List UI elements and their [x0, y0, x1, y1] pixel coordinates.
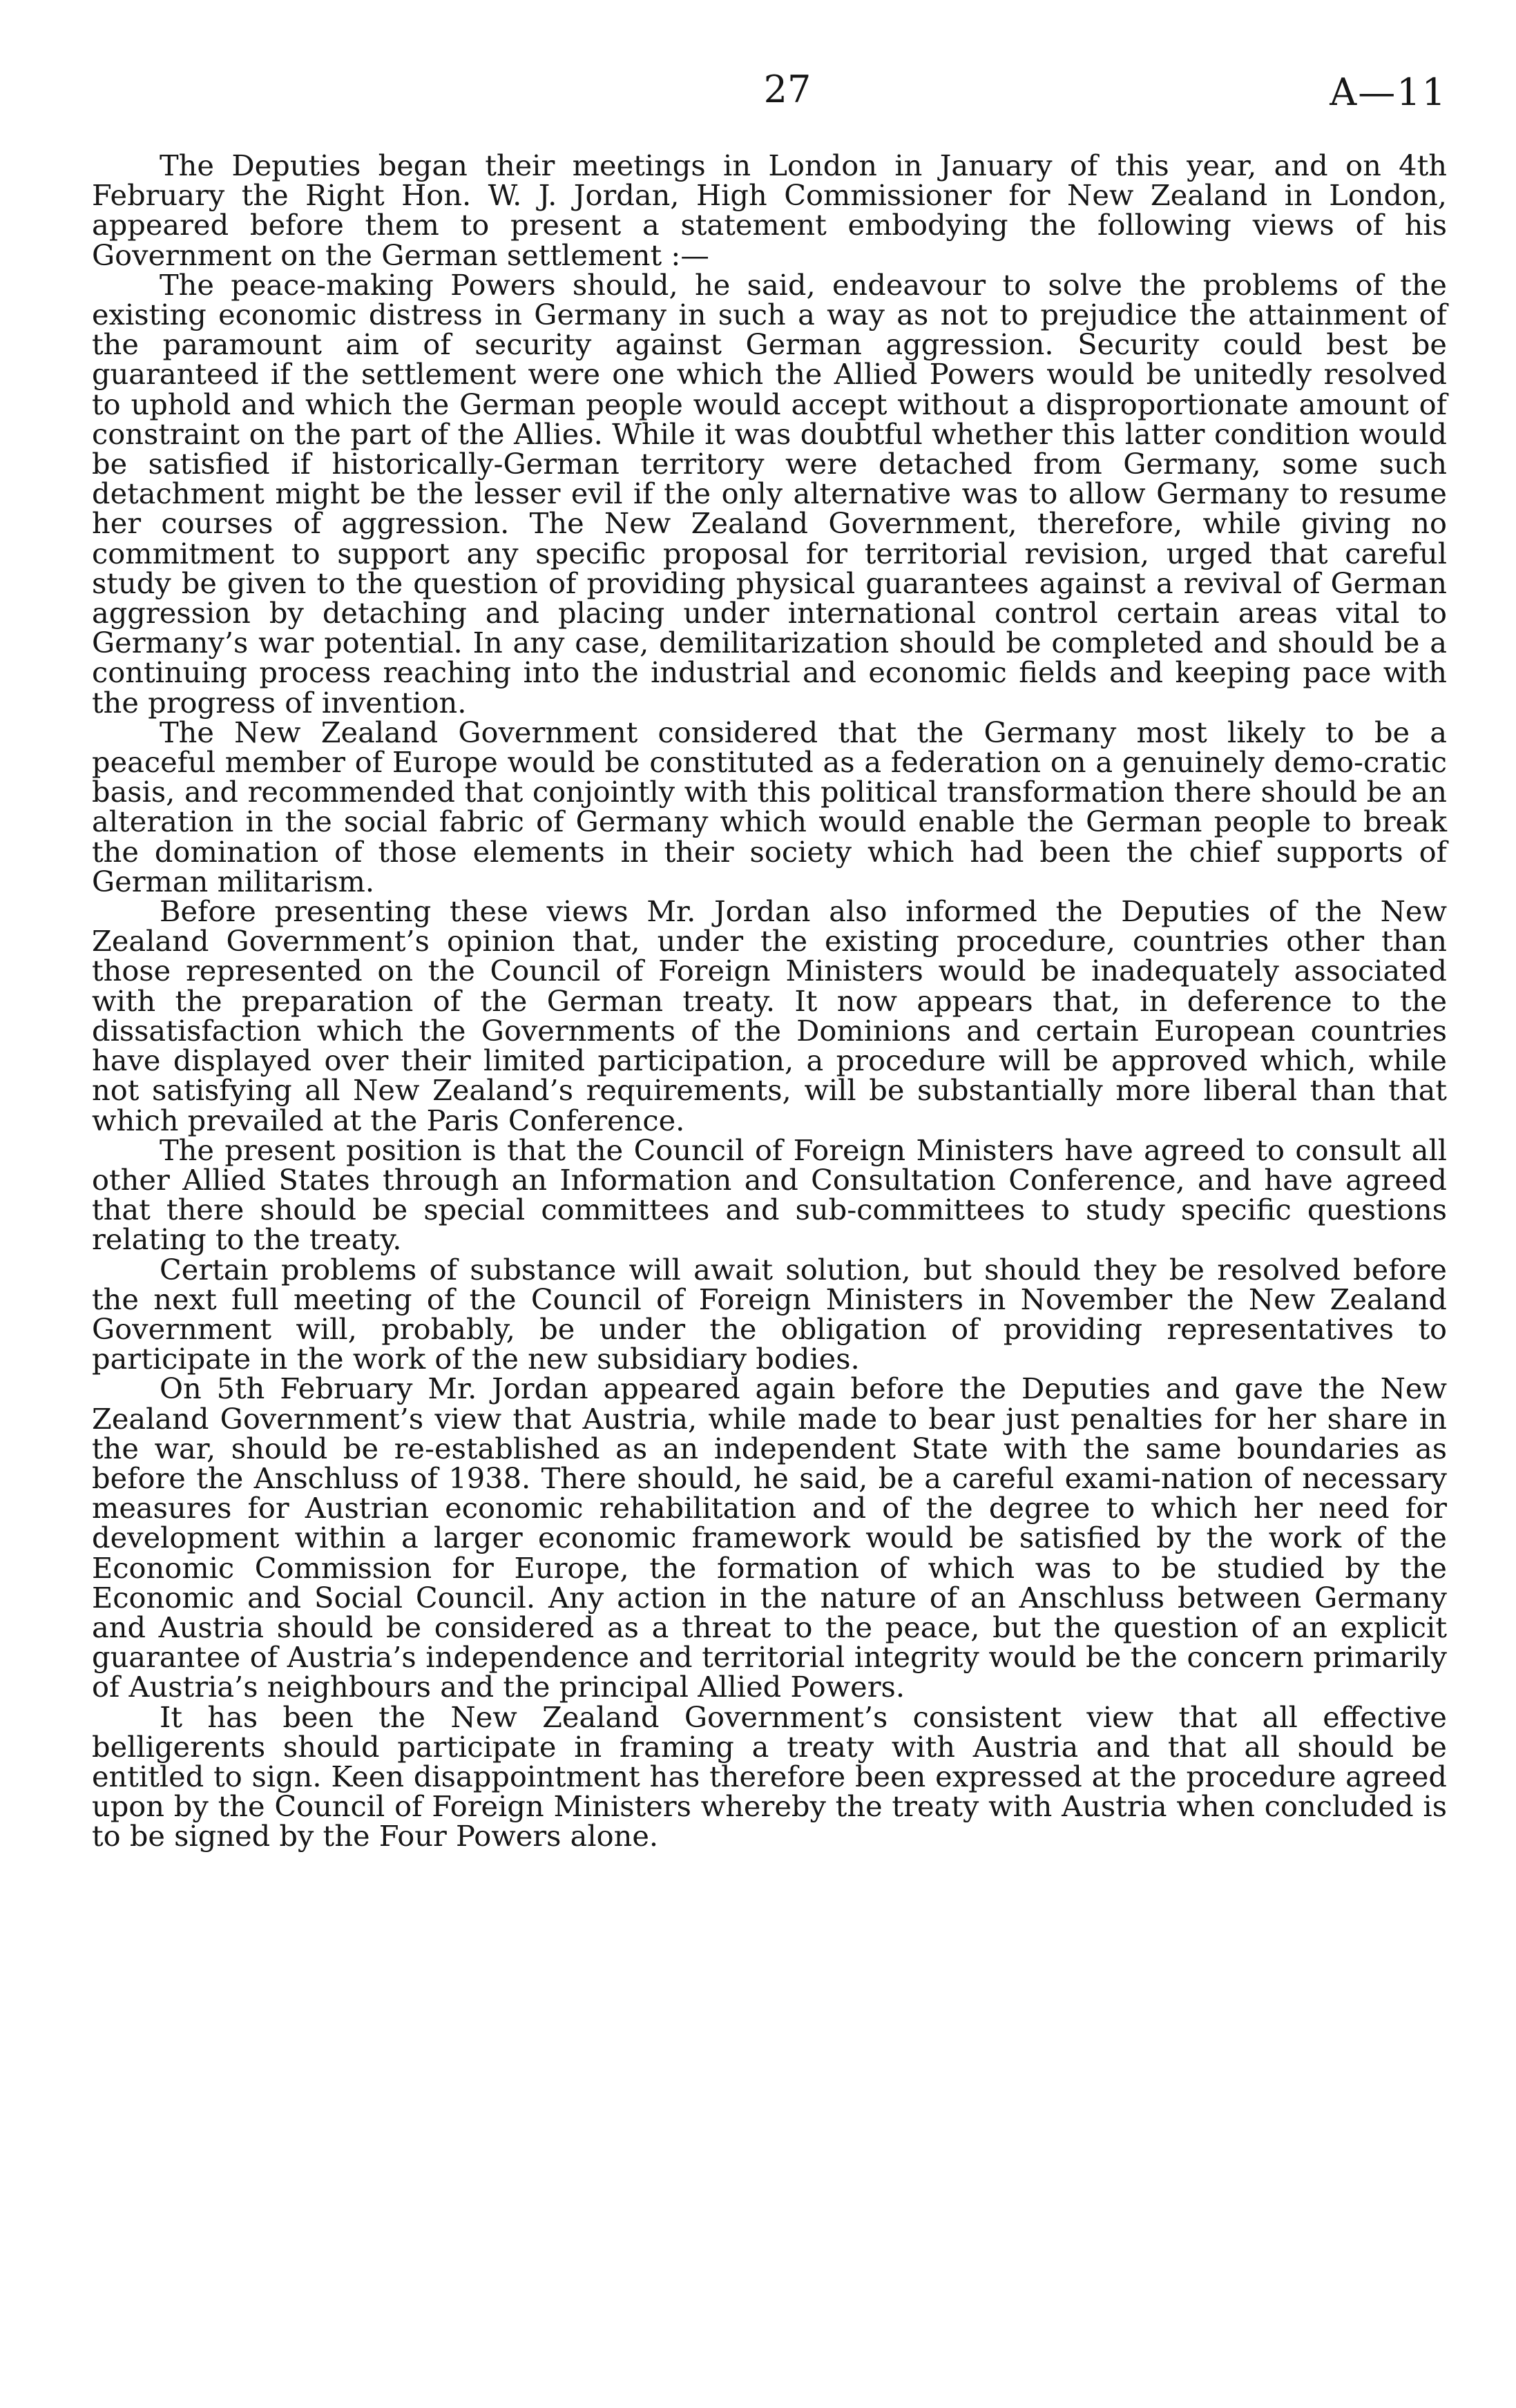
paragraph-peace-making-powers: The peace-making Powers should, he said, endeavour to solve the problems of the existing economic distress in Germany in such a way as not to prejudice the attainment of the paramount aim of security against German aggression. Security could best be guaranteed if the settlement were one which the Allied Powers would be unitedly resolved to uphold and which the German people would accept without a disproportionate amount of constraint on the part of the Allies. While it was doubtful whether this latter condition would be satisfied if historically-German territory were detached from Germany, some such detachment might be the lesser evil if the only alternative was to allow Germany to resume her courses of aggression. The New Zealand Government, therefore, while giving no commitment to support any specific proposal for territorial revision, urged that careful study be given to the question of providing physical guarantees against a revival of German aggression by detaching and placing under international control certain areas vital to Germany’s war potential. In any case, demilitarization should be completed and should be a continuing process reaching into the industrial and economic fields and keeping pace with the progress of invention.: [92, 267, 1447, 720]
paragraph-problems-of-substance: Certain problems of substance will await solution, but should they be resolved before the next full meeting of the Council of Foreign Ministers in November the New Zealand Government will, probably, be under the obligation of providing representatives to participate in the work of the new subsidiary bodies.: [92, 1252, 1447, 1376]
page-number: 27: [763, 68, 812, 111]
paragraph-austria-view: On 5th February Mr. Jordan appeared again before the Deputies and gave the New Zealand Government’s view that Austria, while made to bear just penalties for her share in the war, should be re-established as an independent State with the same boundaries as before the Anschluss of 1938. There should, he said, be a careful exami-nation of necessary measures for Austrian economic rehabilitation and of the degree to which her need for development within a larger economic framework would be satisfied by the work of the Economic Commission for Europe, the formation of which was to be studied by the Economic and Social Council. Any action in the nature of an Anschluss between Germany and Austria should be considered as a threat to the peace, but the question of an explicit guarantee of Austria’s independence and territorial integrity would be the concern primarily of Austria’s neighbours and the principal Allied Powers.: [92, 1371, 1447, 1704]
body-text: [92, 148, 1447, 1853]
document-reference: A—11: [1330, 70, 1447, 114]
paragraph-present-position: The present position is that the Council of Foreign Ministers have agreed to consult all other Allied States through an Information and Consultation Conference, and have agreed that there should be special committees and sub-committees to study specific questions relating to the treaty.: [92, 1133, 1447, 1257]
paragraph-austria-treaty-signing: It has been the New Zealand Government’s consistent view that all effective belligerents should participate in framing a treaty with Austria and that all should be entitled to sign. Keen disappointment has therefore been expressed at the procedure agreed upon by the Council of Foreign Ministers whereby the treaty with Austria when concluded is to be signed by the Four Powers alone.: [92, 1699, 1447, 1853]
paragraph-federation: The New Zealand Government considered that the Germany most likely to be a peaceful member of Europe would be constituted as a federation on a genuinely demo-cratic basis, and recommended that conjointly with this political transformation there should be an alteration in the social fabric of Germany which would enable the German people to break the domination of those elements in their society which had been the chief supports of German militarism.: [92, 715, 1447, 898]
paragraph-deputies-meetings: The Deputies began their meetings in London in January of this year, and on 4th February the Right Hon. W. J. Jordan, High Commissioner for New Zealand in London, appeared before them to present a statement embodying the following views of his Government on the German settlement :—: [92, 148, 1447, 272]
paragraph-procedure: Before presenting these views Mr. Jordan also informed the Deputies of the New Zealand Government’s opinion that, under the existing procedure, countries other than those represented on the Council of Foreign Ministers would be inadequately associated with the preparation of the German treaty. It now appears that, in deference to the dissatisfaction which the Governments of the Dominions and certain European countries have displayed over their limited participation, a procedure will be approved which, while not satisfying all New Zealand’s requirements, will be substantially more liberal than that which prevailed at the Paris Conference.: [92, 894, 1447, 1137]
